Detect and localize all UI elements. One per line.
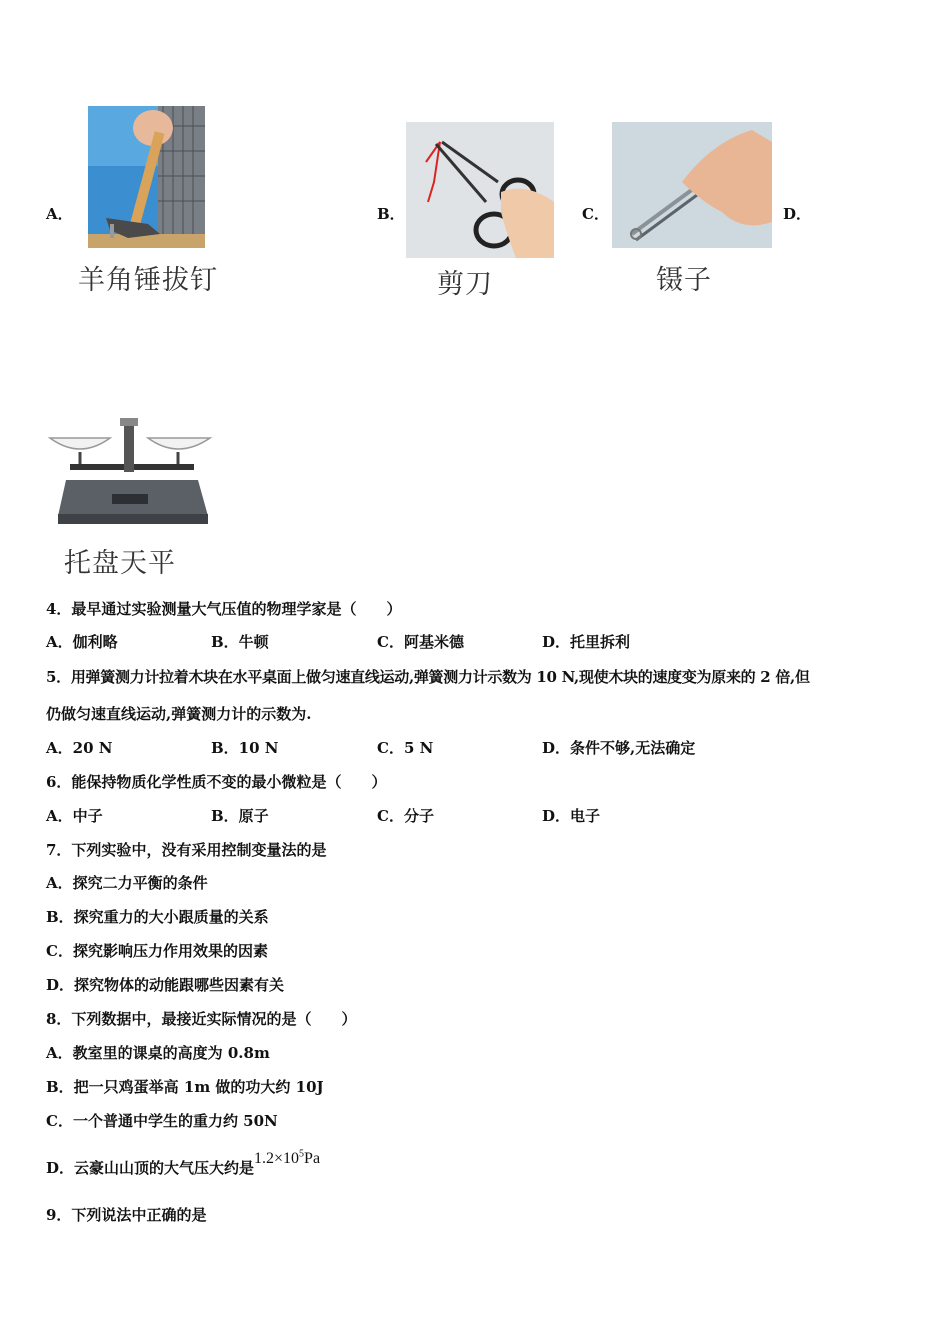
q8-option-a: A．教室里的课桌的高度为 0.8m — [46, 1044, 270, 1062]
q7-option-c: C．探究影响压力作用效果的因素 — [46, 942, 268, 960]
q6-question: 6．能保持物质化学性质不变的最小微粒是（ ） — [46, 773, 387, 791]
q4-option-b: B．牛顿 — [211, 633, 269, 651]
q6-option-c: C．分子 — [377, 807, 434, 825]
q8-option-d-formula: $1.2\times 10^5Pa$ — [254, 1148, 321, 1167]
option-c-caption: 镊子 — [656, 265, 712, 296]
q5-option-d: D．条件不够,无法确定 — [542, 739, 696, 757]
option-d-caption: 托盘天平 — [64, 548, 176, 579]
q4-option-c: C．阿基米德 — [377, 633, 464, 651]
q6-option-a: A．中子 — [46, 807, 103, 825]
q8-question: 8．下列数据中，最接近实际情况的是（ ） — [46, 1010, 357, 1028]
option-c-letter: C． — [582, 205, 609, 223]
scissors-image — [406, 122, 554, 258]
q8-option-d-text: D．云豪山山顶的大气压大约是 — [46, 1159, 255, 1177]
q4-question: 4．最早通过实验测量大气压值的物理学家是（ ） — [46, 600, 402, 618]
q6-option-d: D．电子 — [542, 807, 601, 825]
q7-option-a: A．探究二力平衡的条件 — [46, 874, 208, 892]
q4-option-a: A．伽利略 — [46, 633, 118, 651]
balance-scale-image — [48, 416, 214, 528]
hammer-image — [88, 106, 205, 248]
q7-option-b: B．探究重力的大小跟质量的关系 — [46, 908, 269, 926]
option-b-caption: 剪刀 — [437, 269, 493, 300]
q4-option-d: D．托里拆利 — [542, 633, 631, 651]
q5-question-line2: 仍做匀速直线运动,弹簧测力计的示数为. — [46, 705, 312, 723]
option-a-letter: A． — [46, 205, 73, 223]
q8-option-d — [46, 1148, 321, 1178]
q5-option-c: C．5 N — [377, 739, 434, 757]
option-d-letter: D． — [783, 205, 812, 223]
q5-option-b: B．10 N — [211, 739, 279, 757]
q8-option-c: C．一个普通中学生的重力约 50N — [46, 1112, 278, 1130]
q7-option-d: D．探究物体的动能跟哪些因素有关 — [46, 976, 285, 994]
q8-option-b: B．把一只鸡蛋举高 1m 做的功大约 10J — [46, 1078, 324, 1096]
option-a-caption: 羊角锤拔钉 — [78, 265, 218, 296]
option-b-letter: B． — [377, 205, 405, 223]
q5-option-a: A．20 N — [46, 739, 113, 757]
tweezers-image — [612, 122, 772, 248]
q6-option-b: B．原子 — [211, 807, 269, 825]
q7-question: 7．下列实验中，没有采用控制变量法的是 — [46, 841, 327, 859]
q5-question-line1: 5．用弹簧测力计拉着木块在水平桌面上做匀速直线运动,弹簧测力计示数为 10 N,现使木块的速度变为原来的 2 倍,但 — [46, 668, 810, 686]
q9-question: 9．下列说法中正确的是 — [46, 1206, 207, 1224]
